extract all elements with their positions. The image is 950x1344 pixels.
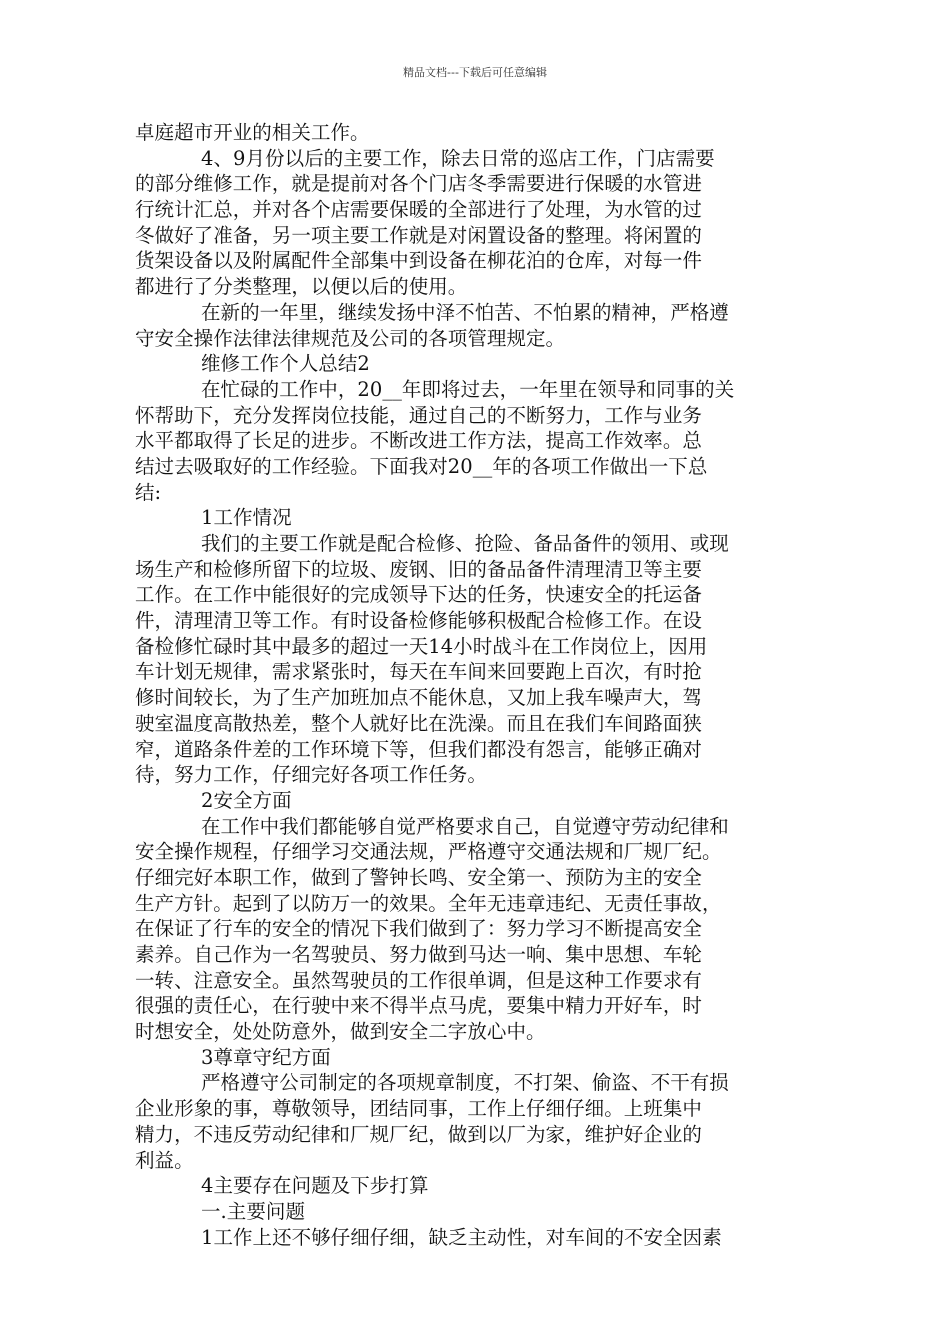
text-line: 2安全方面 bbox=[201, 788, 292, 812]
text-line: 利益。 bbox=[135, 1148, 194, 1172]
text-line: 我们的主要工作就是配合检修、抢险、备品备件的领用、或现 bbox=[201, 532, 729, 555]
text-line: 结过去吸取好的工作经验。下面我对20__年的各项工作做出一下总 bbox=[135, 454, 708, 478]
text-line: 安全操作规程，仔细学习交通法规，严格遵守交通法规和厂规厂纪。 bbox=[135, 840, 722, 864]
text-line: 都进行了分类整理，以便以后的使用。 bbox=[135, 275, 468, 299]
text-line: 驶室温度高散热差，整个人就好比在洗澡。而且在我们车间路面狭 bbox=[135, 711, 702, 735]
text-line: 企业形象的事，尊敬领导，团结同事，工作上仔细仔细。上班集中 bbox=[135, 1097, 702, 1121]
text-line: 在工作中我们都能够自觉严格要求自己，自觉遵守劳动纪律和 bbox=[201, 814, 729, 838]
text-line: 在新的一年里，继续发扬中泽不怕苦、不怕累的精神，严格遵 bbox=[201, 300, 729, 324]
text-line: 严格遵守公司制定的各项规章制度，不打架、偷盗、不干有损 bbox=[201, 1071, 729, 1095]
text-line: 备检修忙碌时其中最多的超过一天14小时战斗在工作岗位上，因用 bbox=[135, 634, 708, 658]
text-line: 怀帮助下，充分发挥岗位技能，通过自己的不断努力，工作与业务 bbox=[135, 403, 702, 427]
text-line: 货架设备以及附属配件全部集中到设备在柳花泊的仓库，对每一件 bbox=[135, 249, 702, 273]
text-line: 生产方针。起到了以防万一的效果。全年无违章违纪、无责任事故， bbox=[135, 891, 722, 915]
page-header: 精品文档---下载后可任意编辑 bbox=[403, 66, 547, 79]
document-body bbox=[135, 120, 815, 1250]
text-line: 在保证了行车的安全的情况下我们做到了：努力学习不断提高安全 bbox=[135, 917, 702, 941]
text-line: 场生产和检修所留下的垃圾、废钢、旧的备品备件清理清卫等主要 bbox=[135, 557, 702, 581]
text-line: 车计划无规律，需求紧张时，每天在车间来回要跑上百次，有时抢 bbox=[135, 660, 702, 684]
text-line: 待，努力工作，仔细完好各项工作任务。 bbox=[135, 763, 487, 787]
text-line: 守安全操作法律法律规范及公司的各项管理规定。 bbox=[135, 326, 566, 350]
text-line: 的部分维修工作，就是提前对各个门店冬季需要进行保暖的水管进 bbox=[135, 172, 702, 196]
text-line: 结: bbox=[135, 480, 162, 504]
text-line: 工作。在工作中能很好的完成领导下达的任务，快速安全的托运备 bbox=[135, 583, 702, 607]
text-line: 4、9月份以后的主要工作，除去日常的巡店工作，门店需要 bbox=[201, 146, 715, 170]
text-line: 一.主要问题 bbox=[201, 1199, 305, 1223]
text-line: 时想安全，处处防意外，做到安全二字放心中。 bbox=[135, 1020, 546, 1044]
text-line: 行统计汇总，并对各个店需要保暖的全部进行了处理，为水管的过 bbox=[135, 198, 702, 222]
text-line: 在忙碌的工作中，20__年即将过去，一年里在领导和同事的关 bbox=[201, 377, 735, 401]
text-line: 1工作情况 bbox=[201, 506, 292, 530]
text-line: 仔细完好本职工作，做到了警钟长鸣、安全第一、预防为主的安全 bbox=[135, 865, 702, 889]
text-line: 窄，道路条件差的工作环境下等，但我们都没有怨言，能够正确对 bbox=[135, 737, 702, 761]
text-line: 维修工作个人总结2 bbox=[201, 352, 370, 376]
text-line: 很强的责任心，在行驶中来不得半点马虎，要集中精力开好车，时 bbox=[135, 994, 702, 1018]
text-line: 1工作上还不够仔细仔细，缺乏主动性，对车间的不安全因素 bbox=[201, 1225, 722, 1249]
text-line: 冬做好了准备，另一项主要工作就是对闲置设备的整理。将闲置的 bbox=[135, 223, 702, 247]
text-line: 件，清理清卫等工作。有时设备检修能够积极配合检修工作。在设 bbox=[135, 609, 702, 633]
text-line: 卓庭超市开业的相关工作。 bbox=[135, 121, 370, 144]
text-line: 修时间较长，为了生产加班加点不能休息，又加上我车噪声大，驾 bbox=[135, 686, 702, 710]
text-line: 水平都取得了长足的进步。不断改进工作方法，提高工作效率。总 bbox=[135, 429, 702, 453]
text-line: 一转、注意安全。虽然驾驶员的工作很单调，但是这种工作要求有 bbox=[135, 968, 702, 992]
text-line: 素养。自己作为一名驾驶员、努力做到马达一响、集中思想、车轮 bbox=[135, 943, 702, 966]
text-line: 3尊章守纪方面 bbox=[201, 1045, 331, 1069]
text-line: 精力，不违反劳动纪律和厂规厂纪，做到以厂为家，维护好企业的 bbox=[135, 1122, 702, 1146]
text-line: 4主要存在问题及下步打算 bbox=[201, 1174, 429, 1198]
